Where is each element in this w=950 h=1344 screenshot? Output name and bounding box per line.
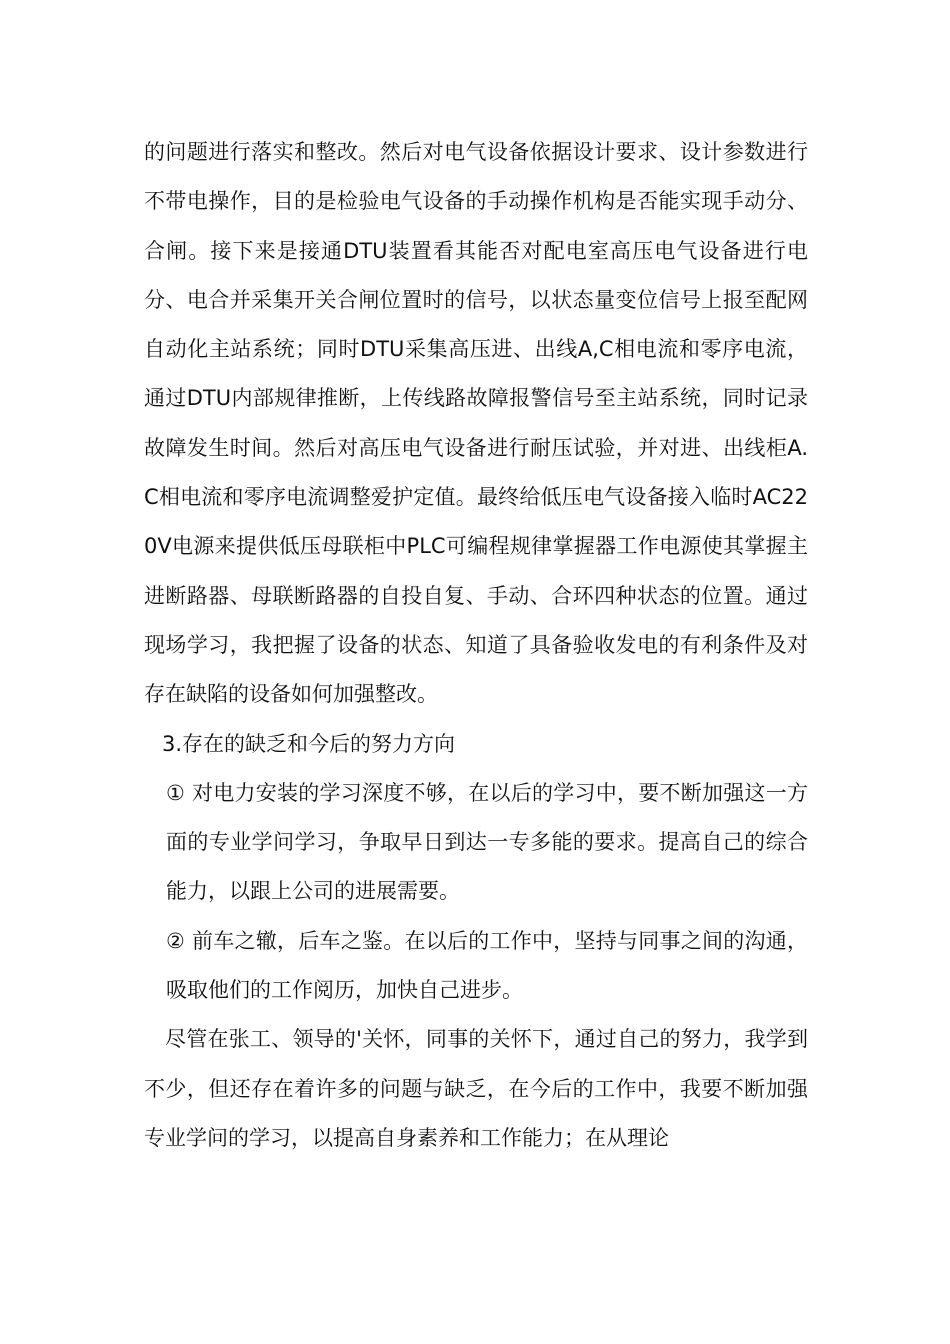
document-body bbox=[144, 128, 808, 1163]
body-paragraph: 的问题进行落实和整改。然后对电气设备依据设计要求、设计参数进行不带电操作，目的是检验电气设备的手动操作机构是否能实现手动分、合闸。接下来是接通DTU装置看其能否对配电室高压电气设备进行电分、电合并采集开关合闸位置时的信号，以状态量变位信号上报至配网自动化主站系统；同时DTU采集高压进、出线A,C相电流和零序电流，通过DTU内部规律推断，上传线路故障报警信号至主站系统，同时记录故障发生时间。然后对高压电气设备进行耐压试验，并对进、出线柜A.C相电流和零序电流调整爱护定值。最终给低压电气设备接入临时AC220V电源来提供低压母联柜中PLC可编程规律掌握器工作电源使其掌握主进断路器、母联断路器的自投自复、手动、合环四种状态的位置。通过现场学习，我把握了设备的状态、知道了具备验收发电的有利条件及对存在缺陷的设备如何加强整改。 bbox=[144, 140, 808, 707]
body-paragraph: 尽管在张工、领导的'关怀，同事的关怀下，通过自己的努力，我学到不少，但还存在着许多的问题与缺乏，在今后的工作中，我要不断加强专业学问的学习，以提高自身素养和工作能力；在从理论 bbox=[144, 1027, 808, 1150]
list-item: ① 对电力安装的学习深度不够，在以后的学习中，要不断加强这一方面的专业学问学习，争取早日到达一专多能的要求。提高自己的综合能力，以跟上公司的进展需要。 bbox=[166, 780, 808, 904]
list-item: ② 前车之辙，后车之鉴。在以后的工作中，坚持与同事之间的沟通，吸取他们的工作阅历，加快自己进步。 bbox=[166, 928, 808, 1003]
section-heading: 3.存在的缺乏和今后的努力方向 bbox=[162, 731, 456, 756]
